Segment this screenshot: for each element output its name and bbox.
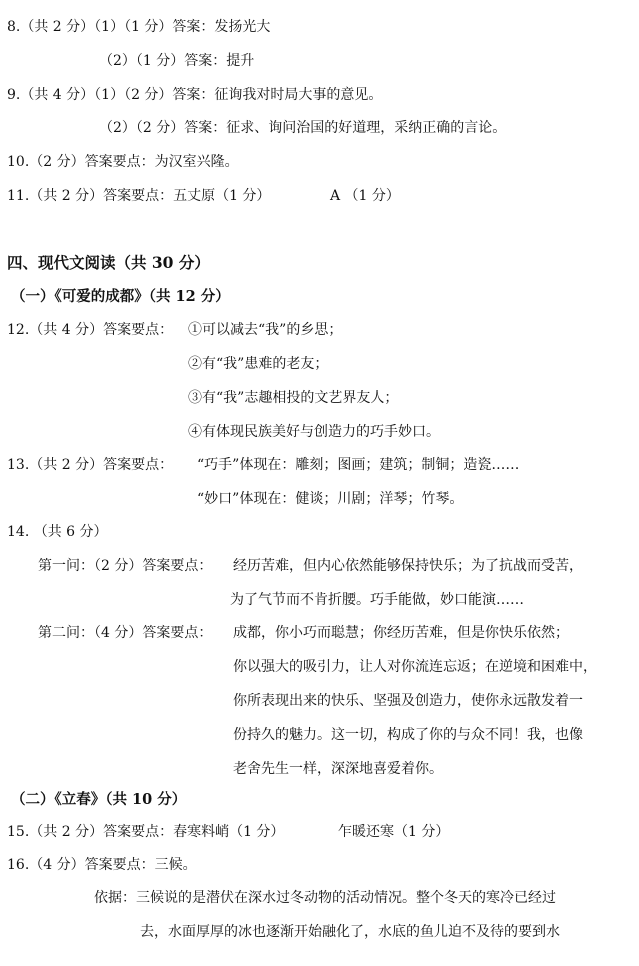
answer-q9-line1: 9.（共 4 分）（1）（2 分）答案：征询我对时局大事的意见。: [7, 87, 383, 103]
answer-q13-line1: “巧手”体现在：雕刻；图画；建筑；制铜；造瓷……: [197, 457, 520, 473]
section-4-heading: 四、现代文阅读（共 30 分）: [7, 253, 210, 272]
answer-q14-second-line1: 成都，你小巧而聪慧；你经历苦难，但是你快乐依然；: [233, 625, 569, 641]
answer-q14-first-line2: 为了气节而不肯折腰。巧手能做，妙口能演……: [230, 592, 524, 608]
answer-q11: 11.（共 2 分）答案要点：五丈原（1 分）: [7, 188, 271, 204]
answer-q11-extra: A （1 分）: [330, 188, 400, 204]
answer-q9-line2: （2）（2 分）答案：征求、询问治国的好道理，采纳正确的言论。: [99, 120, 507, 136]
answer-q15-extra: 乍暖还寒（1 分）: [338, 824, 450, 840]
answer-q16: 16.（4 分）答案要点：三候。: [7, 857, 197, 873]
part-1-heading: （一）《可爱的成都》（共 12 分）: [11, 288, 230, 305]
answer-q16-basis-line2: 去，水面厚厚的冰也逐渐开始融化了，水底的鱼儿迫不及待的要到水: [140, 924, 560, 940]
part-2-heading: （二）《立春》（共 10 分）: [11, 791, 187, 808]
answer-q14-first-line1: 经历苦难，但内心依然能够保持快乐；为了抗战而受苦，: [233, 558, 583, 574]
answer-q16-basis-line1: 依据：三候说的是潜伏在深水过冬动物的活动情况。整个冬天的寒冷已经过: [94, 890, 556, 906]
answer-q14-first-label: 第一问：（2 分）答案要点：: [38, 558, 213, 574]
answer-q12-point-1: ①可以减去“我”的乡思；: [188, 322, 343, 338]
answer-q14-second-line4: 份持久的魅力。这一切，构成了你的与众不同！我，也像: [233, 727, 583, 743]
answer-q14-label: 14. （共 6 分）: [7, 524, 108, 540]
answer-q8-line1: 8.（共 2 分）（1）（1 分）答案：发扬光大: [7, 19, 271, 35]
answer-q14-second-line3: 你所表现出来的快乐、坚强及创造力，使你永远散发着一: [233, 693, 583, 709]
answer-q12-point-3: ③有“我”志趣相投的文艺界友人；: [188, 390, 399, 406]
answer-q14-second-line2: 你以强大的吸引力，让人对你流连忘返；在逆境和困难中，: [233, 659, 597, 675]
answer-q12-label: 12.（共 4 分）答案要点：: [7, 322, 174, 338]
answer-q8-line2: （2）（1 分）答案：提升: [99, 53, 255, 69]
answer-q13-label: 13.（共 2 分）答案要点：: [7, 457, 174, 473]
answer-q14-second-label: 第二问：（4 分）答案要点：: [38, 625, 213, 641]
answer-q13-line2: “妙口”体现在：健谈；川剧；洋琴；竹琴。: [197, 491, 464, 507]
answer-q12-point-2: ②有“我”患难的老友；: [188, 356, 329, 372]
answer-q12-point-4: ④有体现民族美好与创造力的巧手妙口。: [188, 424, 440, 440]
answer-q14-second-line5: 老舍先生一样，深深地喜爱着你。: [233, 761, 443, 777]
answer-q10: 10.（2 分）答案要点：为汉室兴隆。: [7, 154, 239, 170]
answer-q15: 15.（共 2 分）答案要点：春寒料峭（1 分）: [7, 824, 285, 840]
